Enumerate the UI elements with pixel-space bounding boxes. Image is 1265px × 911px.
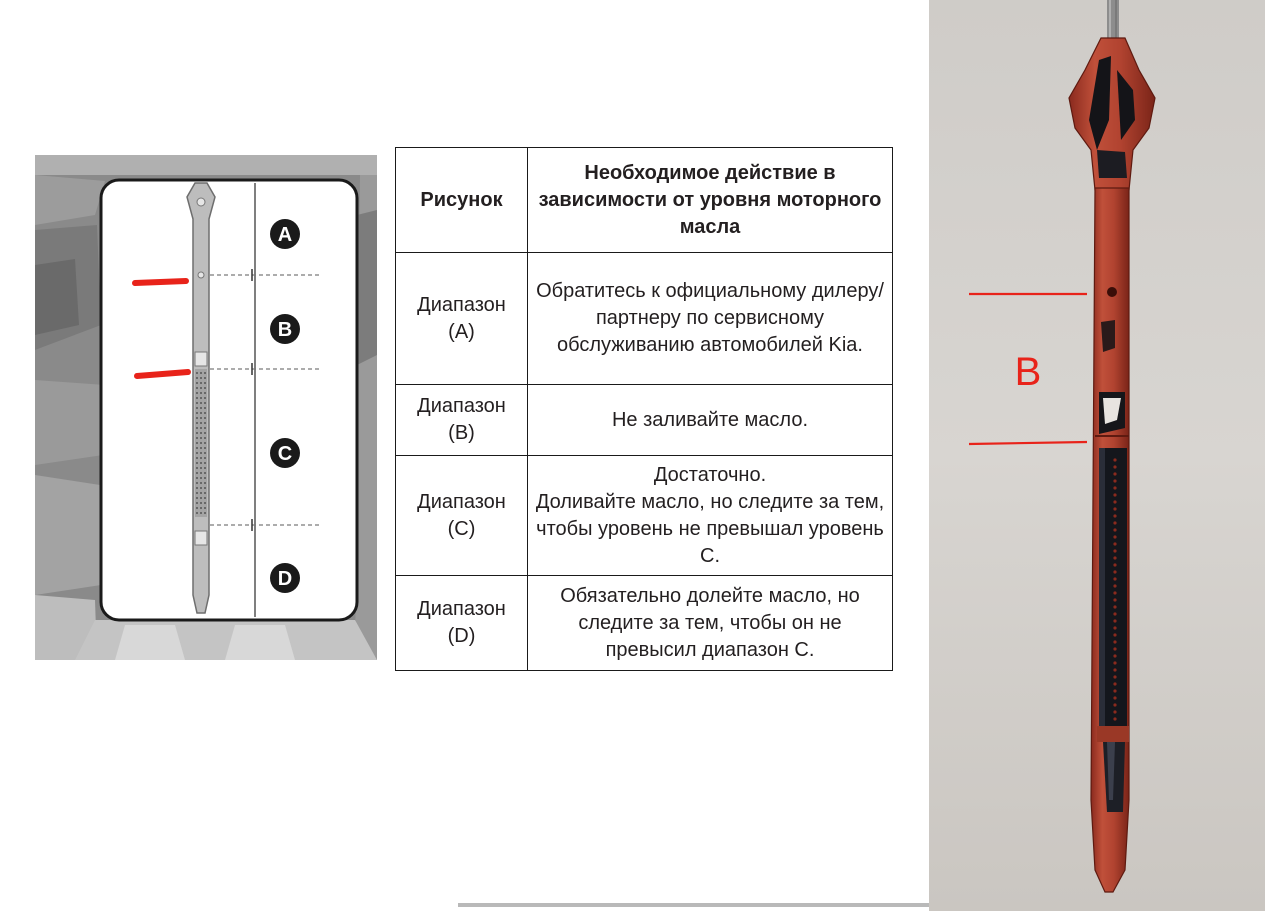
- action-cell: Обратитесь к официальному дилеру/партнеру по сервисному обслуживанию автомобилей Kia.: [528, 253, 893, 385]
- range-cell: Диапазон (A): [396, 253, 528, 385]
- range-label-a: [270, 219, 300, 249]
- action-cell: Не заливайте масло.: [528, 385, 893, 456]
- red-marker-upper: [135, 281, 186, 283]
- red-marker-lower: [137, 372, 188, 376]
- table-header-row: [396, 148, 893, 253]
- scroll-track: [458, 903, 929, 907]
- svg-text:A: A: [277, 224, 293, 246]
- table-row: [396, 253, 893, 385]
- range-label-b: [270, 314, 300, 344]
- header-action: Необходимое действие в зависимости от уровня моторного масла: [528, 148, 893, 253]
- table-row: [396, 456, 893, 576]
- range-label-c: [270, 438, 300, 468]
- dipstick-diagram: [35, 155, 377, 660]
- photo-range-label: B: [1014, 350, 1042, 394]
- action-cell: Обязательно долейте масло, но следите за тем, чтобы он не превысил диапазон C.: [528, 576, 893, 671]
- svg-text:C: C: [277, 443, 293, 465]
- svg-text:D: D: [277, 568, 293, 590]
- oil-level-table: [395, 147, 893, 671]
- dipstick-photo: [929, 0, 1265, 911]
- action-cell: Достаточно. Доливайте масло, но следите за тем, чтобы уровень не превышал уровень C.: [528, 456, 893, 576]
- range-cell: Диапазон (C): [396, 456, 528, 576]
- table-row: [396, 576, 893, 671]
- range-cell: Диапазон (B): [396, 385, 528, 456]
- svg-text:B: B: [277, 319, 293, 341]
- header-figure: Рисунок: [396, 148, 528, 253]
- range-cell: Диапазон (D): [396, 576, 528, 671]
- range-label-d: [270, 563, 300, 593]
- table-row: [396, 385, 893, 456]
